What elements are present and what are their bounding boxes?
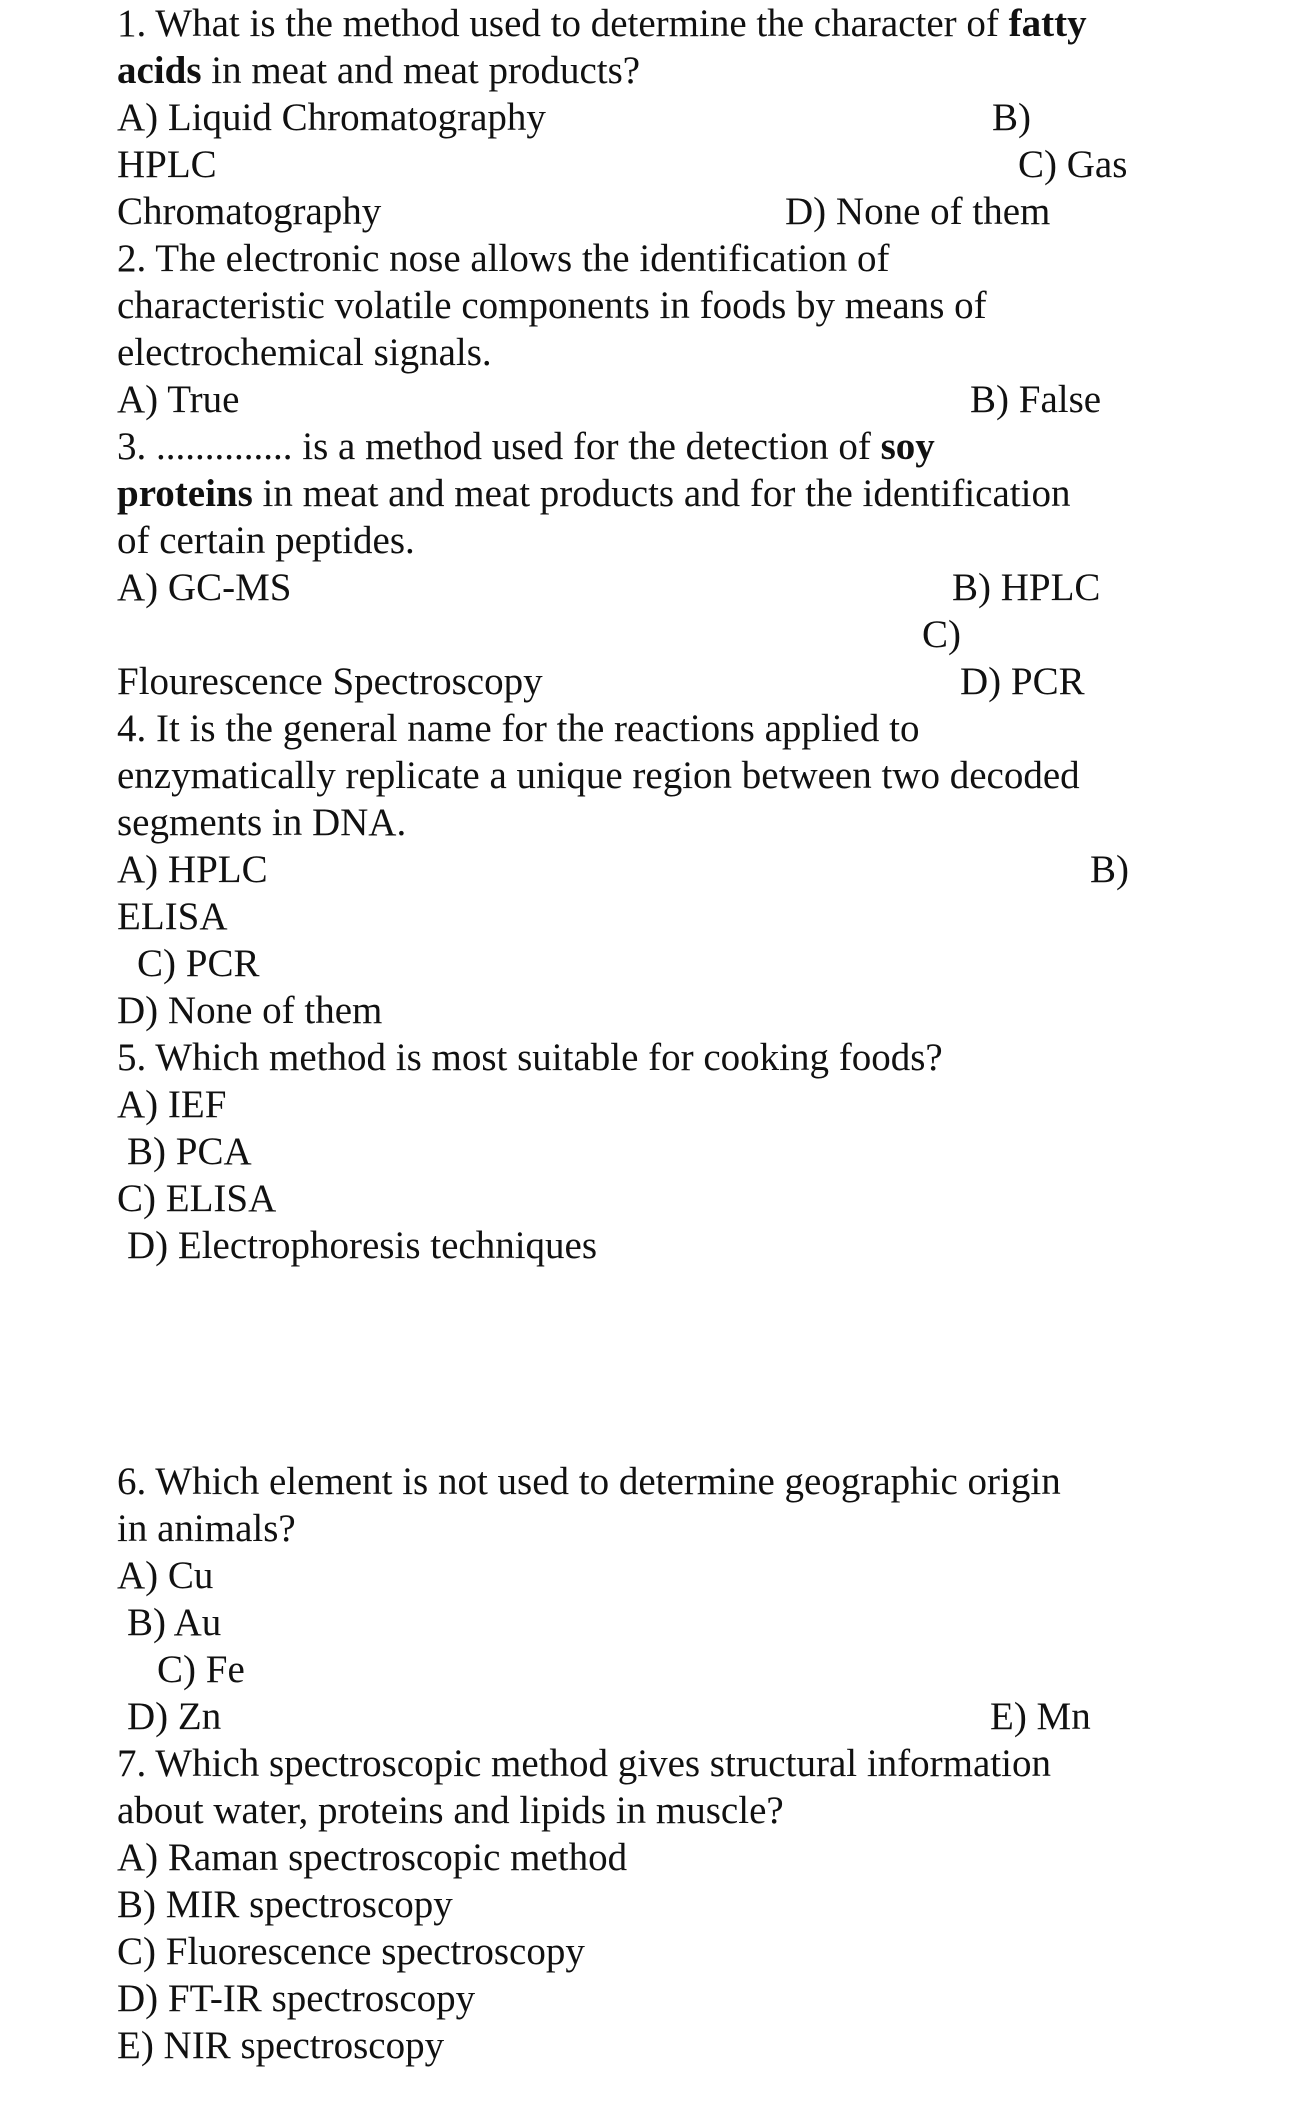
q6-option-d: D) Zn <box>127 1695 222 1738</box>
q6-stem-line2: in animals? <box>117 1507 296 1550</box>
q1-bold-term-2: acids <box>117 49 202 92</box>
q1-option-b-text: HPLC <box>117 143 217 186</box>
q7-option-e: E) NIR spectroscopy <box>117 2024 445 2067</box>
q1-stem-text: 1. What is the method used to determine the character of <box>117 2 1009 45</box>
q3-stem-line2 <box>117 470 1070 517</box>
q3-option-c-text: Flourescence Spectroscopy <box>117 660 543 703</box>
q4-option-a: A) HPLC <box>117 848 268 891</box>
q4-stem-line3: segments in DNA. <box>117 801 407 844</box>
q1-option-d: D) None of them <box>785 190 1051 233</box>
q4-option-b-label: B) <box>1090 848 1129 891</box>
q3-option-d: D) PCR <box>960 660 1085 703</box>
q3-bold-term: soy <box>880 425 935 468</box>
q7-option-c: C) Fluorescence spectroscopy <box>117 1930 585 1973</box>
q4-stem-line1: 4. It is the general name for the reactions applied to <box>117 707 920 750</box>
q1-stem-line1 <box>117 0 1087 47</box>
q7-option-b: B) MIR spectroscopy <box>117 1883 453 1926</box>
q1-stem-line2 <box>117 47 640 94</box>
q1-option-a: A) Liquid Chromatography <box>117 96 546 139</box>
q4-option-c: C) PCR <box>137 942 260 985</box>
q2-option-a: A) True <box>117 378 240 421</box>
q5-stem-line1: 5. Which method is most suitable for cooking foods? <box>117 1036 943 1079</box>
q6-option-e: E) Mn <box>990 1695 1091 1738</box>
q3-stem-line1 <box>117 423 935 470</box>
q5-option-d: D) Electrophoresis techniques <box>127 1224 598 1267</box>
q1-stem-text-2: in meat and meat products? <box>201 49 641 92</box>
q7-option-a: A) Raman spectroscopic method <box>117 1836 628 1879</box>
q6-option-b: B) Au <box>127 1601 222 1644</box>
q4-option-b-text: ELISA <box>117 895 228 938</box>
q7-stem-line2: about water, proteins and lipids in muscle? <box>117 1789 784 1832</box>
q1-option-c-label: C) Gas <box>1018 143 1128 186</box>
q3-option-c-label: C) <box>922 613 961 656</box>
q2-stem-line3: electrochemical signals. <box>117 331 492 374</box>
q3-option-b: B) HPLC <box>952 566 1101 609</box>
q4-stem-line2: enzymatically replicate a unique region between two decoded <box>117 754 1080 797</box>
q7-option-d: D) FT-IR spectroscopy <box>117 1977 476 2020</box>
q2-stem-line1: 2. The electronic nose allows the identification of <box>117 237 890 280</box>
q3-stem-text-2: in meat and meat products and for the identification <box>252 472 1071 515</box>
q3-bold-term-2: proteins <box>117 472 253 515</box>
q2-option-b: B) False <box>970 378 1102 421</box>
q7-stem-line1: 7. Which spectroscopic method gives structural information <box>117 1742 1051 1785</box>
q5-option-a: A) IEF <box>117 1083 227 1126</box>
q2-stem-line2: characteristic volatile components in foods by means of <box>117 284 987 327</box>
q5-option-c: C) ELISA <box>117 1177 277 1220</box>
q5-option-b: B) PCA <box>127 1130 252 1173</box>
q3-stem-line3: of certain peptides. <box>117 519 415 562</box>
q1-bold-term: fatty <box>1008 2 1087 45</box>
q6-stem-line1: 6. Which element is not used to determine geographic origin <box>117 1460 1061 1503</box>
q1-option-b-label: B) <box>992 96 1031 139</box>
q3-option-a: A) GC-MS <box>117 566 292 609</box>
q6-option-a: A) Cu <box>117 1554 214 1597</box>
q4-option-d: D) None of them <box>117 989 383 1032</box>
q6-option-c: C) Fe <box>157 1648 245 1691</box>
q3-stem-text: 3. .............. is a method used for the detection of <box>117 425 881 468</box>
q1-option-c-text: Chromatography <box>117 190 382 233</box>
